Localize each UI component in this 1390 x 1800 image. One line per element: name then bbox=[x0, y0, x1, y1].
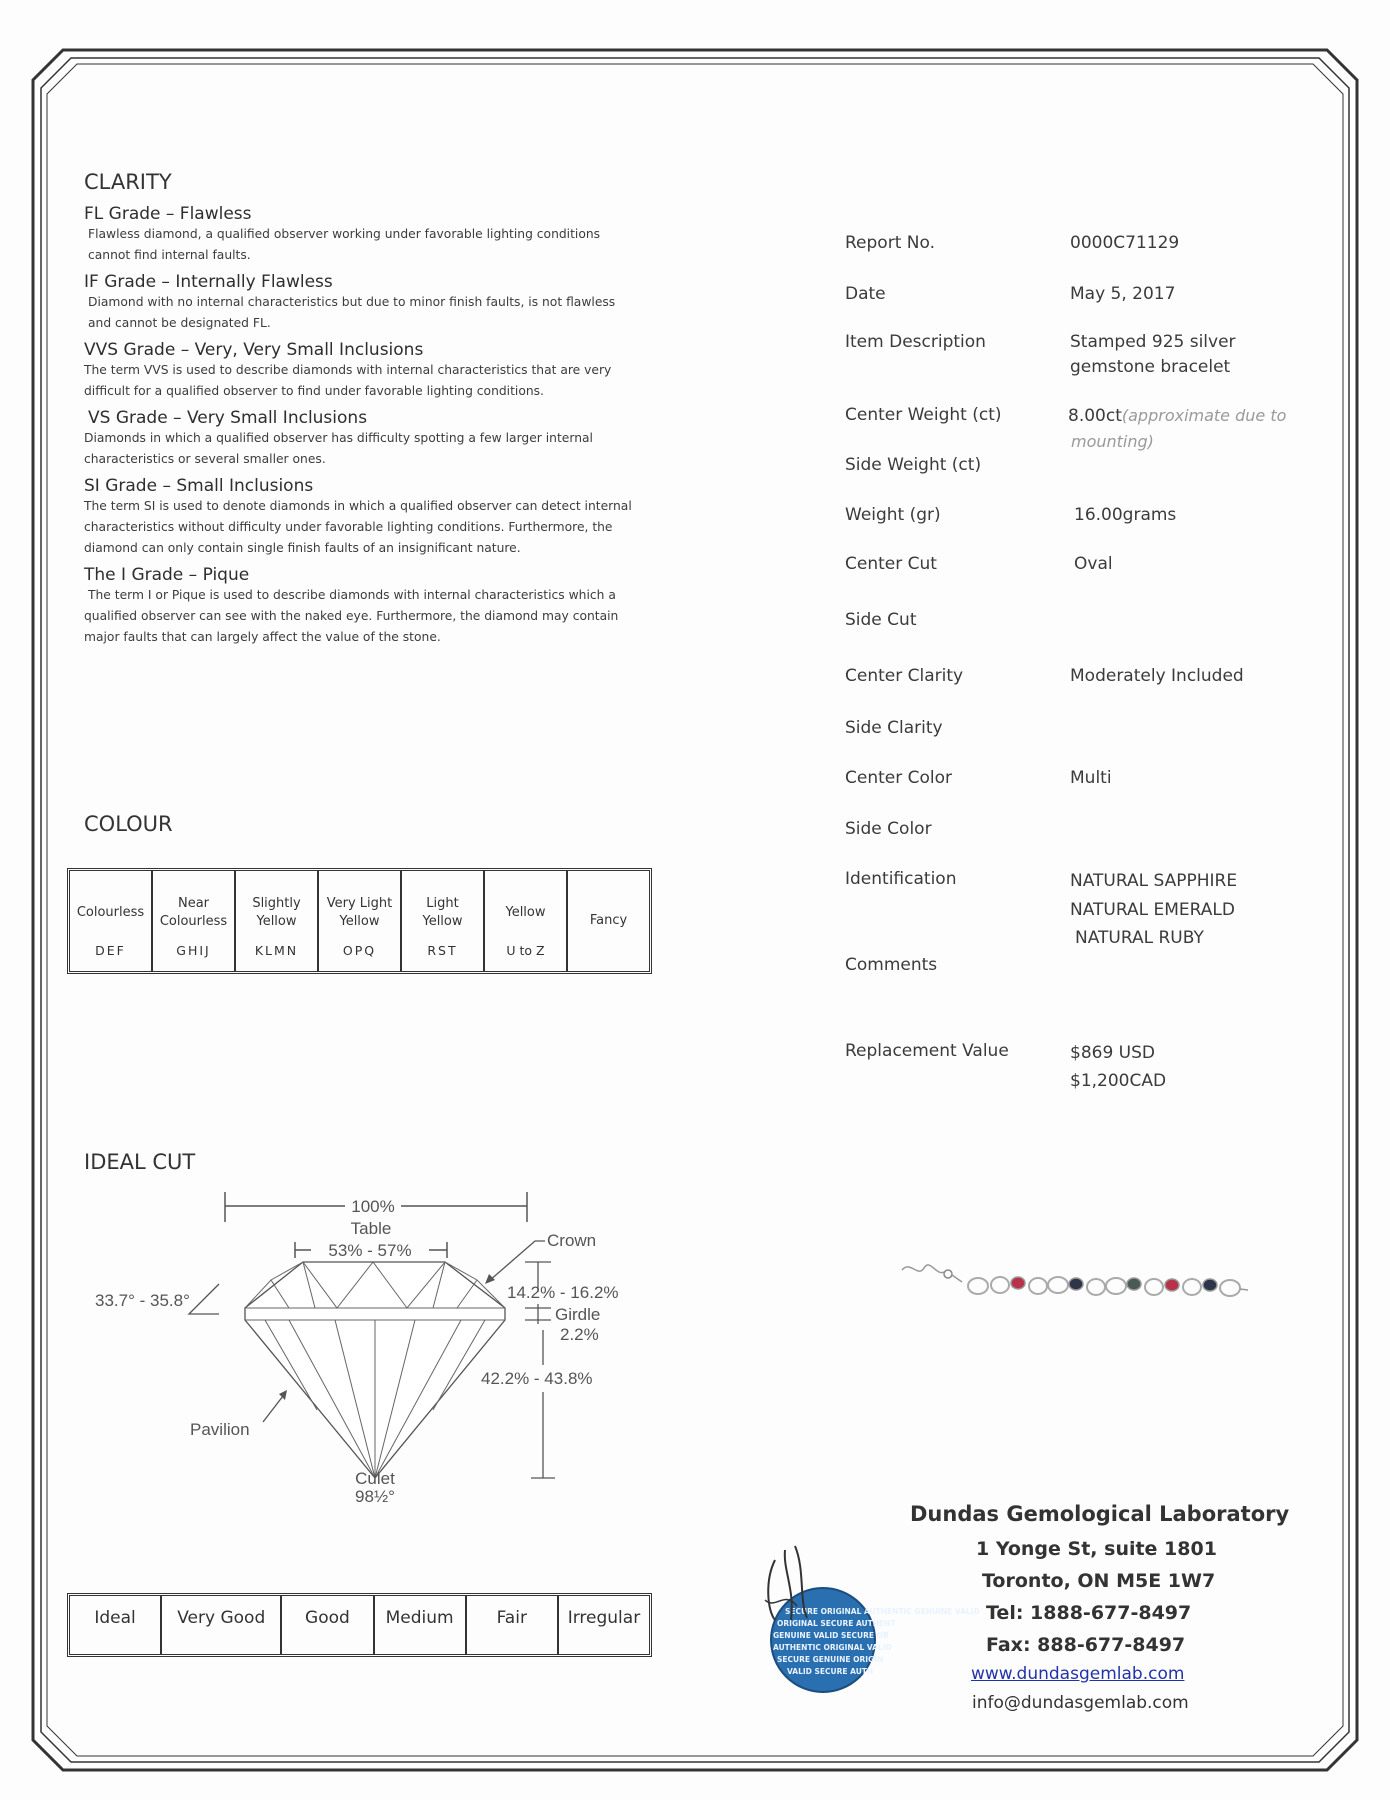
crown-angle-label: 33.7° - 35.8° bbox=[95, 1291, 190, 1310]
grade-text: The term I or Pique is used to describe diamonds with internal characteristics which a qualified observer can see with the naked eye. Furthermore, the diamond may contain major faults that can largely affect the value of the stone. bbox=[84, 588, 619, 644]
svg-text:SECURE GENUINE ORIGIN: SECURE GENUINE ORIGIN bbox=[777, 1655, 884, 1664]
grade-text: Diamond with no internal characteristics but due to minor finish faults, is not flawless and cannot be designated FL. bbox=[88, 295, 616, 330]
report-no-value: 0000C71129 bbox=[1070, 233, 1180, 253]
grade-text: Diamonds in which a qualified observer has difficulty spotting a few larger internal characteristics or several smaller ones. bbox=[84, 431, 593, 466]
colour-cell-near-colourless: Near Colourless GHIJ bbox=[153, 871, 236, 971]
colour-cell-colourless: Colourless DEF bbox=[70, 871, 153, 971]
side-weight-label: Side Weight (ct) bbox=[845, 455, 982, 475]
weight-gr-value: 16.00grams bbox=[1074, 505, 1177, 525]
comments-label: Comments bbox=[845, 955, 938, 975]
clarity-grade-i bbox=[84, 565, 644, 648]
crown-height-label: 14.2% - 16.2% bbox=[507, 1283, 619, 1302]
colour-scale-table bbox=[67, 868, 652, 974]
colour-cell-yellow: Yellow U to Z bbox=[485, 871, 568, 971]
lab-address-1: 1 Yonge St, suite 1801 bbox=[976, 1538, 1217, 1560]
clarity-grade-vvs bbox=[84, 340, 644, 402]
grade-text: The term SI is used to denote diamonds in which a qualified observer can detect internal characteristics without difficulty under favorable lighting conditions. Furthermore, the diamond can only contain single finish faults of an insignificant nature. bbox=[84, 499, 632, 555]
center-clarity-value: Moderately Included bbox=[1070, 666, 1244, 686]
hologram-seal bbox=[755, 1540, 980, 1700]
clarity-grades bbox=[84, 204, 644, 648]
colour-cell-light-yellow: Light Yellow RST bbox=[402, 871, 485, 971]
grade-heading: VS Grade – Very Small Inclusions bbox=[88, 408, 368, 428]
center-color-value: Multi bbox=[1070, 768, 1112, 788]
grade-heading: FL Grade – Flawless bbox=[84, 204, 252, 224]
table-label: Table bbox=[350, 1219, 392, 1238]
cut-grade-cell: Medium bbox=[375, 1596, 467, 1654]
girdle-value-label: 2.2% bbox=[560, 1325, 599, 1344]
cut-grade-table bbox=[67, 1593, 652, 1657]
date-value: May 5, 2017 bbox=[1070, 284, 1176, 304]
weight-gr-label: Weight (gr) bbox=[845, 505, 941, 525]
side-color-label: Side Color bbox=[845, 819, 932, 839]
grade-heading: SI Grade – Small Inclusions bbox=[84, 476, 314, 496]
crown-label: Crown bbox=[547, 1231, 597, 1250]
center-color-label: Center Color bbox=[845, 768, 953, 788]
svg-text:ORIGINAL SECURE AUTHENT: ORIGINAL SECURE AUTHENT bbox=[777, 1619, 896, 1628]
lab-website-link[interactable]: www.dundasgemlab.com bbox=[971, 1664, 1185, 1684]
pavilion-label: Pavilion bbox=[190, 1420, 250, 1439]
colour-cell-fancy: Fancy bbox=[589, 913, 628, 928]
cut-grade-cell: Irregular bbox=[567, 1608, 641, 1628]
grade-text: Flawless diamond, a qualified observer working under favorable lighting conditions cannot find internal faults. bbox=[88, 227, 601, 262]
side-cut-label: Side Cut bbox=[845, 610, 917, 630]
center-weight-label: Center Weight (ct) bbox=[845, 405, 1002, 425]
grade-text: The term VVS is used to describe diamonds with internal characteristics that are very difficult for a qualified observer to find under favorable lighting conditions. bbox=[84, 363, 612, 398]
seal-text: SECURE ORIGINAL AUTHENTIC GENUINE VALID bbox=[785, 1607, 980, 1616]
center-cut-label: Center Cut bbox=[845, 554, 937, 574]
lab-email: info@dundasgemlab.com bbox=[972, 1693, 1189, 1713]
lab-name: Dundas Gemological Laboratory bbox=[910, 1502, 1290, 1526]
clarity-title: CLARITY bbox=[84, 170, 172, 194]
lab-address-2: Toronto, ON M5E 1W7 bbox=[982, 1570, 1216, 1592]
report-no-label: Report No. bbox=[845, 233, 935, 253]
colour-title: COLOUR bbox=[84, 812, 173, 836]
width-label: 100% bbox=[351, 1197, 395, 1216]
pavilion-depth-label: 42.2% - 43.8% bbox=[481, 1369, 593, 1388]
center-clarity-label: Center Clarity bbox=[845, 666, 964, 686]
clarity-grade-si bbox=[84, 476, 644, 559]
clarity-grade-fl bbox=[84, 204, 644, 266]
grade-heading: IF Grade – Internally Flawless bbox=[84, 272, 333, 292]
ideal-cut-title: IDEAL CUT bbox=[84, 1150, 196, 1174]
culet-label: Culet bbox=[355, 1469, 395, 1488]
svg-text:AUTHENTIC ORIGINAL VALID: AUTHENTIC ORIGINAL VALID bbox=[773, 1643, 892, 1652]
culet-angle-label: 98½° bbox=[355, 1487, 395, 1506]
svg-text:VALID SECURE AUTH: VALID SECURE AUTH bbox=[787, 1667, 874, 1676]
diamond-cut-diagram bbox=[85, 1180, 650, 1510]
lab-tel: Tel: 1888-677-8497 bbox=[986, 1602, 1192, 1624]
center-weight-value: 8.00ct(approximate due to mounting) bbox=[1068, 406, 1287, 451]
grade-heading: VVS Grade – Very, Very Small Inclusions bbox=[84, 340, 424, 360]
cut-grade-cell: Very Good bbox=[162, 1596, 282, 1654]
colour-cell-very-light-yellow: Very Light Yellow OPQ bbox=[319, 871, 402, 971]
center-cut-value: Oval bbox=[1074, 554, 1113, 574]
identification-value: NATURAL SAPPHIRE NATURAL EMERALD NATURAL RUBY bbox=[1070, 871, 1238, 948]
item-description-label: Item Description bbox=[845, 332, 986, 352]
clarity-grade-vs bbox=[84, 408, 644, 470]
date-label: Date bbox=[845, 284, 886, 304]
girdle-label: Girdle bbox=[555, 1305, 601, 1324]
grade-heading: The I Grade – Pique bbox=[84, 565, 250, 585]
svg-text:GENUINE VALID SECURE OR: GENUINE VALID SECURE OR bbox=[773, 1631, 889, 1640]
side-clarity-label: Side Clarity bbox=[845, 718, 943, 738]
colour-cell-slightly-yellow: Slightly Yellow KLMN bbox=[236, 871, 319, 971]
replacement-value-label: Replacement Value bbox=[845, 1041, 1009, 1061]
signature bbox=[750, 1540, 810, 1560]
cut-grade-cell: Ideal bbox=[70, 1596, 162, 1654]
cut-grade-cell: Fair bbox=[467, 1596, 559, 1654]
table-range-label: 53% - 57% bbox=[328, 1241, 412, 1260]
replacement-value-value: $869 USD $1,200CAD bbox=[1070, 1043, 1167, 1091]
lab-fax: Fax: 888-677-8497 bbox=[986, 1634, 1186, 1656]
bracelet-photo bbox=[900, 1248, 1250, 1318]
clarity-grade-if bbox=[84, 272, 644, 334]
cut-grade-cell: Good bbox=[282, 1596, 374, 1654]
identification-label: Identification bbox=[845, 869, 957, 889]
item-description-value: Stamped 925 silver gemstone bracelet bbox=[1070, 332, 1236, 377]
